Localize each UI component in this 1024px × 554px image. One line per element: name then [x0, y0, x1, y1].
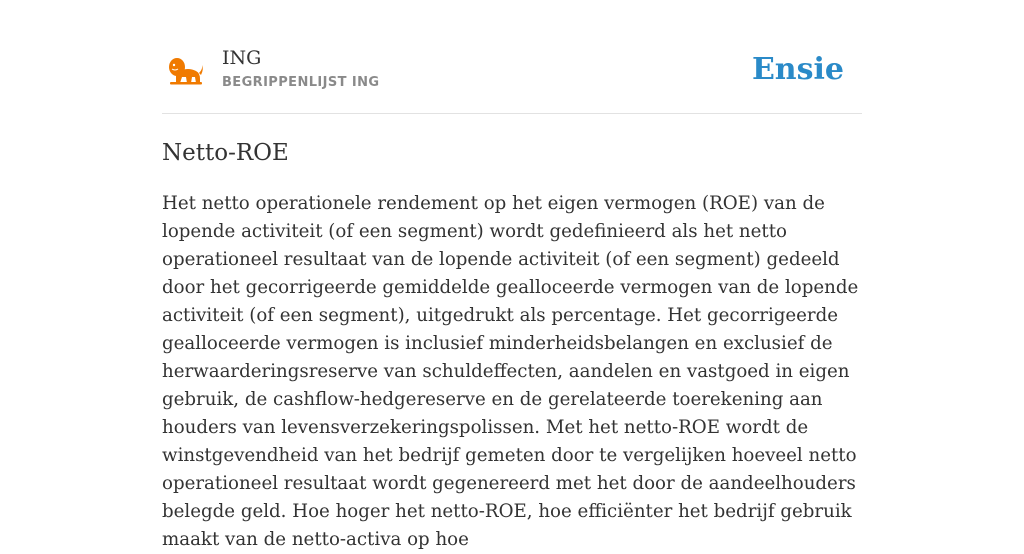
page-header: [162, 0, 862, 114]
source-name[interactable]: ING: [222, 47, 262, 69]
ensie-brand-logo[interactable]: Ensie: [751, 52, 844, 87]
ing-lion-logo-icon[interactable]: [166, 55, 204, 87]
source-subtitle[interactable]: BEGRIPPENLIJST ING: [222, 75, 380, 90]
term-title: Netto-ROE: [162, 140, 289, 166]
term-definition: Het netto operationele rendement op het eigen vermogen (ROE) van de lopende activiteit (of een segment) wordt gedefinieerd als het netto operationeel resultaat van de lopende activiteit (of een segment) gedeeld door het gecorrigeerde gemiddelde gealloceerde vermogen van de lopende activiteit (of een segment), uitgedrukt als percentage. Het gecorrigeerde gealloceerde vermogen is inclusief minderheidsbelangen en exclusief de herwaarderingsreserve van schuldeffecten, aandelen en vastgoed in eigen gebruik, de cashflow-hedgereserve en de gerelateerde toerekening aan houders van levensverzekeringspolissen. Met het netto-ROE wordt de winstgevendheid van het bedrijf gemeten door te vergelijken hoeveel netto operationeel resultaat wordt gegenereerd met het door de aandeelhouders belegde geld. Hoe hoger het netto-ROE, hoe efficiënter het bedrijf gebruik maakt van de netto-activa op hoe: [162, 193, 859, 550]
